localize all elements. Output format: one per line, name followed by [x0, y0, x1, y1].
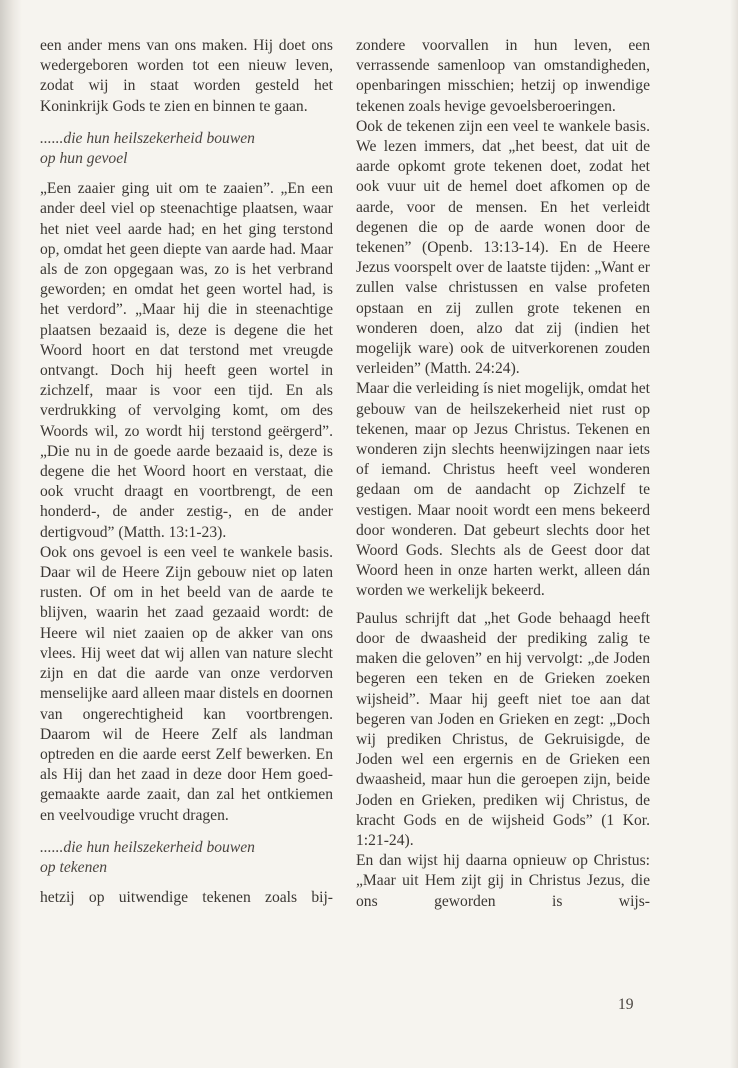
page-edge [730, 0, 738, 1068]
paragraph: een ander mens van ons maken. Hij doet ons wedergeboren worden tot een nieuw leven, zodat wij in staat worden gesteld het Koninkrijk Gods te zien en binnen te gaan. [40, 37, 333, 115]
section-heading-line: op hun gevoel [40, 150, 128, 168]
page-number: 19 [618, 996, 634, 1013]
paragraph: hetzij op uitwendige tekenen zoals bij- [40, 889, 333, 907]
section-heading-line: ......die hun heilszekerheid bouwen [40, 129, 255, 147]
section-heading [40, 838, 333, 878]
section-heading [40, 129, 333, 169]
paragraph: En dan wijst hij daarna opnieuw op Christus: „Maar uit Hem zijt gij in Christus Jezus, die ons geworden is wijs- [356, 852, 650, 910]
paragraph: Paulus schrijft dat „het Gode behaagd heeft door de dwaasheid der prediking zalig te maken die geloven” en hij vervolgt: „de Joden begeren een teken en de Grieken zoeken wijsheid”. Maar hij geeft niet toe aan dat begeren van Joden en Grieken en zegt: „Doch wij prediken Christus, de Gekruisigde, de Joden wel een ergernis en de Grieken een dwaasheid, maar hun die geroepen zijn, beide Joden en Grieken, prediken wij Christus, de kracht Gods en de wijsheid Gods” (1 Kor. 1:21-24). [356, 609, 650, 849]
page-gutter-shadow [0, 0, 22, 1068]
paragraph: Ook de tekenen zijn een veel te wankele basis. We lezen immers, dat „het beest, dat uit de aarde opkomt grote tekenen doet, zodat het ook vuur uit de hemel doet afkomen op de aarde, voor de mensen. En het verleidt degenen die op de aarde wonen door de tekenen” (Openb. 13:13-14). En de Heere Jezus voorspelt over de laatste tijden: „Want er zullen valse christussen en valse profeten opstaan en zij zullen grote tekenen en wonderen doen, alzo dat zij (indien het mogelijk ware) ook de uitverkorenen zouden verleiden” (Matth. 24:24). [356, 117, 650, 378]
paragraph: Maar die verleiding ís niet mogelijk, omdat het gebouw van de heilszekerheid niet rust op tekenen, maar op Jezus Christus. Tekenen en wonderen zijn slechts heenwijzingen naar iets of iemand. Christus heeft veel wonderen gedaan om de aandacht op Zichzelf te vestigen. Maar nooit wordt een mens bekeerd door wonderen. Dat gebeurt slechts door het Woord Gods. Slechts als de Geest door dat Woord heen in onze harten werkt, alleen dán worden we werkelijk bekeerd. [356, 380, 650, 600]
right-column [356, 36, 650, 919]
paragraph: „Een zaaier ging uit om te zaaien”. „En een ander deel viel op steenachtige plaatsen, waar het niet veel aarde had; en het ging terstond op, omdat het geen diepte van aarde had. Maar als de zon opgegaan was, zo is het verbrand geworden; en omdat het geen wortel had, is het verdord”. „Maar hij die in steenachtige plaatsen bezaaid is, deze is degene die het Woord hoort en dat terstond met vreugde ontvangt. Doch hij heeft geen wortel in zichzelf, maar is voor een tijd. En als verdrukking of vervolging komt, om des Woords wil, zo wordt hij terstond geërgerd”. „Die nu in de goede aarde bezaaid is, deze is degene die het Woord hoort en verstaat, die ook vrucht draagt en voortbrengt, de een honderd-, de ander zestig-, en de ander dertigvoud” (Matth. 13:1-23). [40, 180, 333, 541]
paragraph: Ook ons gevoel is een veel te wankele basis. Daar wil de Heere Zijn gebouw niet op laten rusten. Of om in het beeld van de aarde te blijven, waarin het zaad gezaaid wordt: de Heere wil niet zaaien op de akker van ons vlees. Hij weet dat wij allen van nature slecht zijn en dat die aarde van onze verdorven menselijke aard alleen maar distels en doornen van ongerechtigheid kan voortbrengen. Daarom wil de Heere Zelf als landman optreden en die aarde eerst Zelf bewerken. En als Hij dan het zaad in deze door Hem goed-gemaakte aarde zaait, dan zal het ontkiemen en veelvoudige vrucht dragen. [40, 543, 333, 824]
section-heading-line: op tekenen [40, 858, 108, 876]
left-column [40, 36, 333, 915]
paragraph: zondere voorvallen in hun leven, een verrassende samenloop van omstandigheden, openbaringen misschien; hetzij op inwendige tekenen zoals hevige gevoelsberoeringen. [356, 37, 650, 115]
section-heading-line: ......die hun heilszekerheid bouwen [40, 838, 255, 856]
